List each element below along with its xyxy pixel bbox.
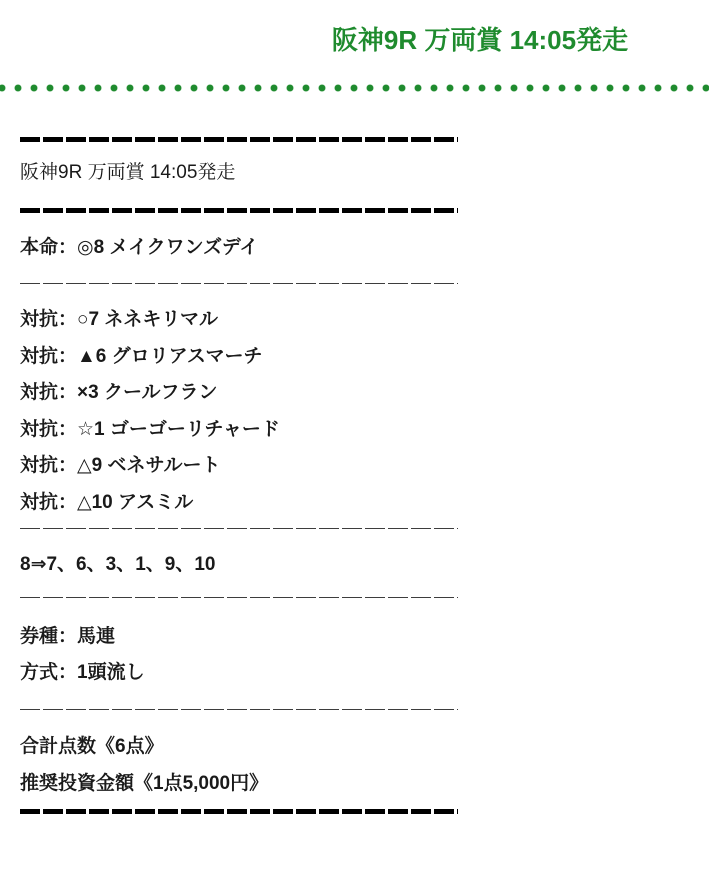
thick-divider-top	[20, 137, 458, 142]
thin-divider-4	[20, 709, 458, 710]
taikou-line: 対抗：☆1 ゴーゴーリチャード	[20, 418, 280, 440]
taikou-line: 対抗：▲6 グロリアスマーチ	[20, 345, 263, 367]
bet-method-line: 方式：1頭流し	[20, 661, 145, 683]
bet-type-line: 券種：馬連	[20, 625, 116, 647]
taikou-line: 対抗：×3 クールフラン	[20, 382, 218, 403]
tip-content	[20, 137, 458, 814]
taikou-line: 対抗：△9 ベネサルート	[20, 455, 221, 476]
taikou-list	[20, 307, 458, 516]
thin-divider-2	[20, 528, 458, 529]
thin-divider-3	[20, 597, 458, 598]
taikou-line: 対抗：○7 ネネキリマル	[20, 309, 218, 330]
honmei-line: 本命：◎8 メイクワンズデイ	[20, 237, 259, 258]
thick-divider-under-heading	[20, 208, 458, 213]
nagashi-combination-line: 8⇒7、6、3、1、9、10	[20, 553, 216, 575]
page-title: 阪神9R 万両賞 14:05発走	[331, 25, 629, 55]
taikou-line: 対抗：△10 アスミル	[20, 491, 194, 513]
green-dots-separator	[0, 84, 709, 92]
thin-divider-1	[20, 283, 458, 284]
race-heading: 阪神9R 万両賞 14:05発走	[20, 162, 236, 183]
thick-divider-bottom	[20, 809, 458, 814]
total-points-line: 合計点数《6点》	[20, 735, 164, 757]
investment-line: 推奨投資金額《1点5,000円》	[20, 772, 269, 794]
